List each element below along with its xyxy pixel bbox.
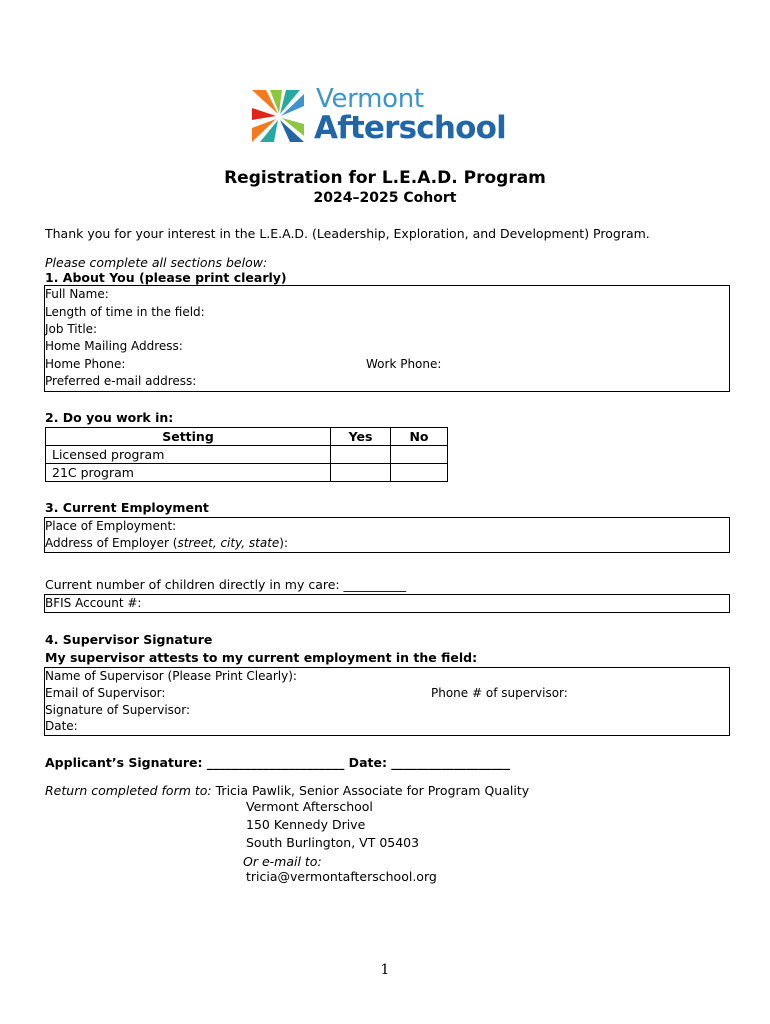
21c-yes-cell[interactable]	[331, 464, 391, 482]
logo-sunburst-icon	[250, 88, 306, 144]
bfis-account-field[interactable]: BFIS Account #:	[45, 596, 142, 610]
return-name: Tricia Pawlik, Senior Associate for Program Quality	[215, 783, 530, 798]
setting-licensed-program: Licensed program	[46, 446, 331, 464]
return-instructions	[45, 783, 529, 798]
vermont-afterschool-logo	[250, 84, 520, 148]
supervisor-attest-text: My supervisor attests to my current employment in the field:	[45, 650, 478, 665]
supervisor-date-field[interactable]: Date:	[45, 719, 78, 733]
employer-address-suffix: ):	[279, 536, 289, 550]
column-header-setting: Setting	[46, 428, 331, 446]
section3-heading: 3. Current Employment	[45, 500, 209, 515]
work-setting-table	[45, 427, 448, 482]
employer-address-hint: street, city, state	[177, 536, 280, 550]
return-email-link[interactable]: tricia@vermontafterschool.org	[246, 869, 437, 884]
supervisor-name-field[interactable]: Name of Supervisor (Please Print Clearly):	[45, 669, 297, 683]
licensed-no-cell[interactable]	[391, 446, 448, 464]
job-title-field[interactable]: Job Title:	[45, 322, 98, 336]
employment-box	[44, 517, 730, 553]
section2-heading: 2. Do you work in:	[45, 410, 174, 425]
full-name-field[interactable]: Full Name:	[45, 287, 109, 301]
email-field[interactable]: Preferred e-mail address:	[45, 374, 197, 388]
logo-text-afterschool: Afterschool	[314, 110, 506, 146]
logo-text-vermont: Vermont	[316, 84, 424, 114]
table-row	[46, 464, 448, 482]
return-street: 150 Kennedy Drive	[246, 817, 366, 832]
home-phone-field[interactable]: Home Phone:	[45, 357, 126, 371]
children-count-field[interactable]: Current number of children directly in my care: __________	[45, 577, 407, 592]
return-label: Return completed form to:	[45, 783, 212, 798]
applicant-signature-line[interactable]: Applicant’s Signature: ______________________ Date: ___________________	[45, 755, 511, 770]
column-header-yes: Yes	[331, 428, 391, 446]
mailing-address-field[interactable]: Home Mailing Address:	[45, 339, 183, 353]
return-city: South Burlington, VT 05403	[246, 835, 420, 850]
place-of-employment-field[interactable]: Place of Employment:	[45, 519, 177, 533]
bfis-box	[44, 594, 730, 613]
length-in-field-field[interactable]: Length of time in the field:	[45, 305, 205, 319]
page-subtitle: 2024–2025 Cohort	[313, 190, 457, 206]
employer-address-field[interactable]	[45, 536, 288, 550]
table-row	[46, 446, 448, 464]
section1-heading: 1. About You (please print clearly)	[45, 270, 287, 285]
supervisor-box	[44, 667, 730, 736]
page-number: 1	[380, 962, 390, 978]
return-org: Vermont Afterschool	[246, 799, 373, 814]
supervisor-signature-field[interactable]: Signature of Supervisor:	[45, 703, 191, 717]
or-email-label: Or e-mail to:	[243, 854, 322, 869]
about-you-box	[44, 285, 730, 392]
employer-address-label: Address of Employer (	[45, 536, 178, 550]
column-header-no: No	[391, 428, 448, 446]
work-phone-field[interactable]: Work Phone:	[366, 357, 442, 371]
table-header-row	[46, 428, 448, 446]
section4-heading: 4. Supervisor Signature	[45, 632, 213, 647]
page-title: Registration for L.E.A.D. Program	[224, 168, 546, 188]
instructions-text: Please complete all sections below:	[45, 255, 268, 270]
supervisor-phone-field[interactable]: Phone # of supervisor:	[431, 686, 568, 700]
setting-21c-program: 21C program	[46, 464, 331, 482]
21c-no-cell[interactable]	[391, 464, 448, 482]
supervisor-email-field[interactable]: Email of Supervisor:	[45, 686, 166, 700]
intro-text: Thank you for your interest in the L.E.A.D. (Leadership, Exploration, and Development) Program.	[45, 226, 650, 241]
licensed-yes-cell[interactable]	[331, 446, 391, 464]
